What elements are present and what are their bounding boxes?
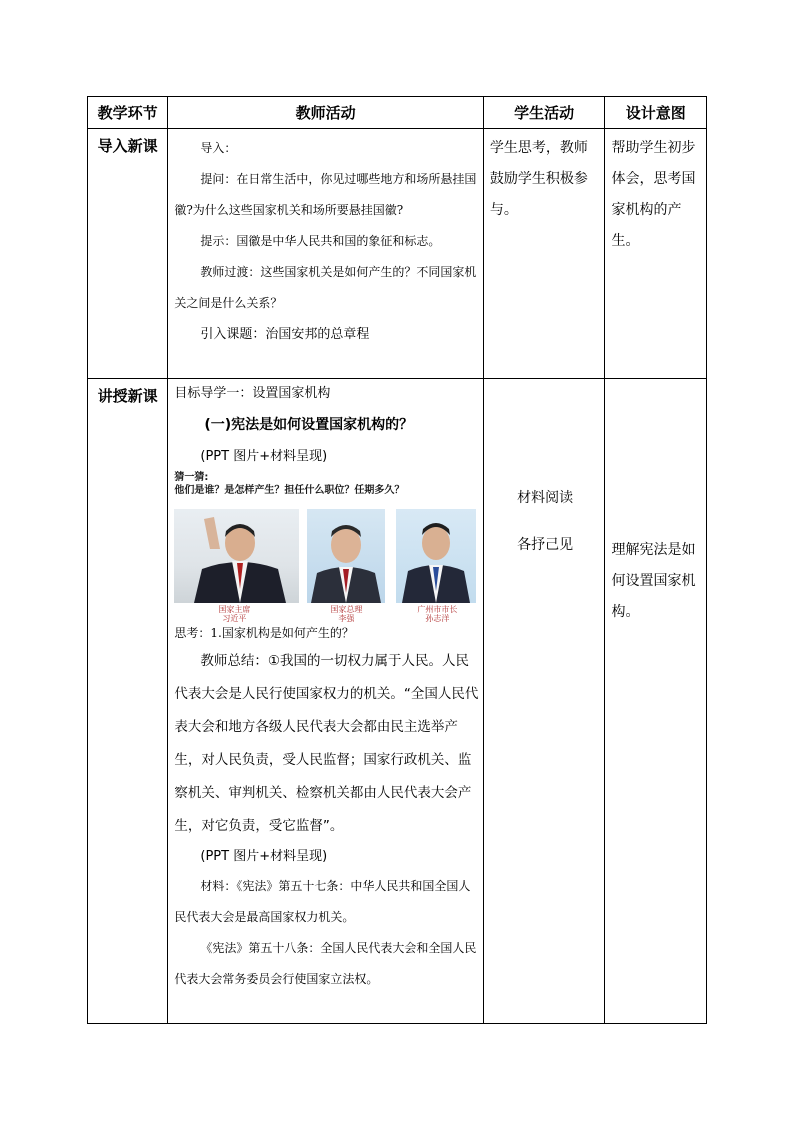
phase-cell: 讲授新课 xyxy=(88,379,168,1024)
material-text-2: 《宪法》第五十八条：全国人民代表大会和全国人民代表大会常务委员会行使国家立法权。 xyxy=(174,941,477,986)
hint-text: 提示：国徽是中华人民共和国的象征和标志。 xyxy=(200,234,441,248)
student-activity-discuss: 各抒己见 xyxy=(517,537,574,553)
caption-1: 国家主席 习近平 xyxy=(218,605,251,623)
table-row xyxy=(88,129,707,379)
header-phase: 教学环节 xyxy=(88,97,168,129)
intro-label: 导入： xyxy=(200,141,237,155)
table-header-row xyxy=(88,97,707,129)
student-activity-cell: 学生思考，教师鼓励学生积极参与。 xyxy=(483,129,605,379)
section-heading: (一)宪法是如何设置国家机构的？ xyxy=(204,417,414,433)
caption-2: 国家总理 李强 xyxy=(330,605,363,623)
header-student: 学生活动 xyxy=(483,97,605,129)
teacher-activity-cell xyxy=(168,379,484,1024)
design-intent-cell: 理解宪法是如何设置国家机构。 xyxy=(605,379,707,1024)
teacher-summary: 教师总结：①我国的一切权力属于人民。人民代表大会是人民行使国家权力的机关。“全国人民代表大会和地方各级人民代表大会都由民主选举产生，对人民负责，受人民监督；国家行政机关、监察机关、审判机关、检察机关都由人民代表大会产生，对它负责，受它监督”。 xyxy=(174,653,479,834)
portrait-photo-2 xyxy=(307,509,385,603)
header-teacher: 教师活动 xyxy=(168,97,484,129)
think-question: 思考：1.国家机构是如何产生的？ xyxy=(174,626,354,640)
portrait-figure-icon xyxy=(307,509,385,603)
goal-text: 目标导学一：设置国家机构 xyxy=(174,386,331,401)
portrait-photo-1 xyxy=(174,509,299,603)
phase-cell: 导入新课 xyxy=(88,129,168,379)
portrait-figure-icon xyxy=(174,509,299,603)
slide-title-questions: 他们是谁？是怎样产生？担任什么职位？任期多久？ xyxy=(174,485,405,496)
table-row xyxy=(88,379,707,1024)
question-text: 提问：在日常生活中，你见过哪些地方和场所悬挂国徽?为什么这些国家机关和场所要悬挂国徽? xyxy=(174,172,477,217)
transition-text: 教师过渡：这些国家机关是如何产生的？不同国家机关之间是什么关系？ xyxy=(174,265,477,310)
portrait-photo-3 xyxy=(396,509,476,603)
portrait-figure-icon xyxy=(396,509,476,603)
material-text-1: 材料：《宪法》第五十七条：中华人民共和国全国人民代表大会是最高国家权力机关。 xyxy=(174,879,471,924)
ppt-note: (PPT 图片+材料呈现) xyxy=(200,449,328,464)
lesson-plan-table xyxy=(87,96,707,1024)
ppt-slide-image xyxy=(174,471,476,621)
topic-intro-text: 引入课题：治国安邦的总章程 xyxy=(200,327,370,342)
design-intent-cell: 帮助学生初步体会，思考国家机构的产生。 xyxy=(605,129,707,379)
slide-title-guess: 猜一猜: xyxy=(174,472,209,483)
ppt-note: (PPT 图片+材料呈现) xyxy=(200,849,328,864)
header-design: 设计意图 xyxy=(605,97,707,129)
student-activity-cell xyxy=(483,379,605,1024)
student-activity-reading: 材料阅读 xyxy=(517,490,574,506)
teacher-activity-cell xyxy=(168,129,484,379)
caption-3: 广州市市长 孙志洋 xyxy=(417,605,458,623)
